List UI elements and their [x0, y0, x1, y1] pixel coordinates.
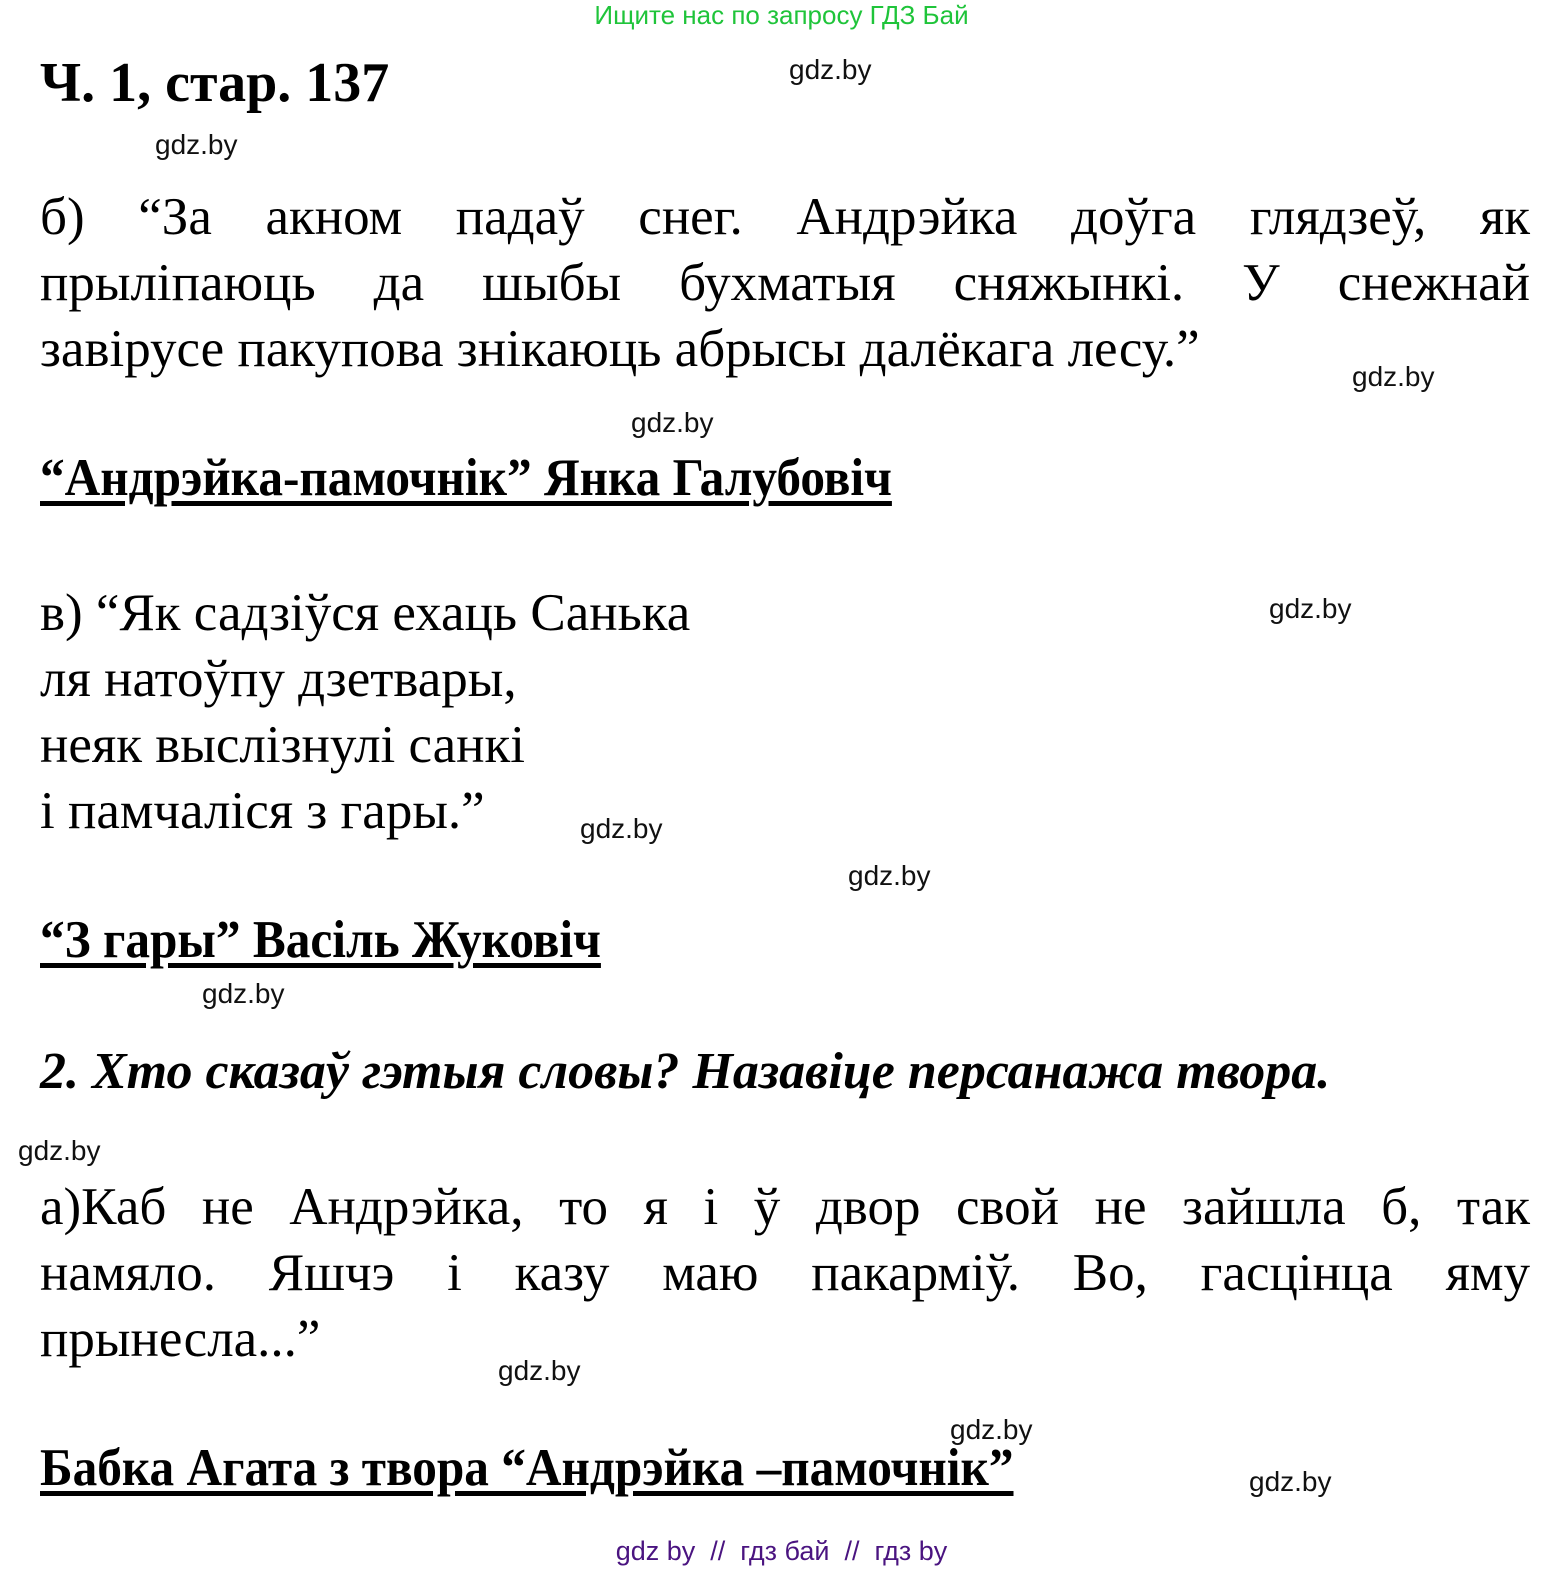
- watermark: gdz.by: [1269, 593, 1352, 624]
- answer-b: “Андрэйка-памочнік” Янка Галубовіч: [40, 449, 892, 507]
- poem-line: неяк выслізнулі санкі: [40, 716, 526, 774]
- watermark: gdz.by: [498, 1355, 581, 1386]
- quote-b: [40, 184, 1530, 382]
- watermark: gdz.by: [1249, 1466, 1332, 1497]
- watermark: gdz.by: [1352, 361, 1435, 392]
- page-title: Ч. 1, стар. 137: [40, 52, 390, 114]
- watermark: gdz.by: [18, 1135, 101, 1166]
- quote-a-line: намяло. Яшчэ і казу маю пакарміў. Во, гасцінца яму: [40, 1244, 1530, 1302]
- quote-v: [40, 580, 690, 844]
- quote-a-line: прынесла...”: [40, 1310, 321, 1368]
- quote-a-line: а)Каб не Андрэйка, то я і ў двор свой не зайшла б, так: [40, 1178, 1530, 1236]
- watermark: gdz.by: [155, 129, 238, 160]
- quote-b-line: б) “За акном падаў снег. Андрэйка доўга глядзеў, як: [40, 188, 1530, 246]
- watermark: gdz.by: [848, 860, 931, 891]
- poem-line: і памчаліся з гары.”: [40, 782, 485, 840]
- watermark: gdz.by: [789, 54, 872, 85]
- watermark: gdz.by: [202, 978, 285, 1009]
- answer-v: “З гары” Васіль Жуковіч: [40, 911, 601, 969]
- answer-a: Бабка Агата з твора “Андрэйка –памочнік”: [40, 1439, 1014, 1497]
- poem-line: в) “Як садзіўся ехаць Санька: [40, 584, 691, 642]
- watermark: gdz.by: [950, 1414, 1033, 1445]
- poem-line: ля натоўпу дзетвары,: [40, 650, 517, 708]
- search-banner: Ищите нас по запросу ГДЗ Бай: [594, 0, 969, 30]
- task-2-question: 2. Хто сказаў гэтыя словы? Назавіце персанажа твора.: [40, 1043, 1331, 1100]
- watermark: gdz.by: [580, 813, 663, 844]
- quote-b-line: завірусе пакупова знікаюць абрысы далёкага лесу.”: [40, 320, 1200, 378]
- quote-a: [40, 1174, 1530, 1372]
- quote-b-line: прыліпаюць да шыбы бухматыя сняжынкі. У снежнай: [40, 254, 1530, 312]
- watermark: gdz.by: [631, 407, 714, 438]
- footer-links: gdz by // гдз бай // гдз by: [615, 1536, 948, 1566]
